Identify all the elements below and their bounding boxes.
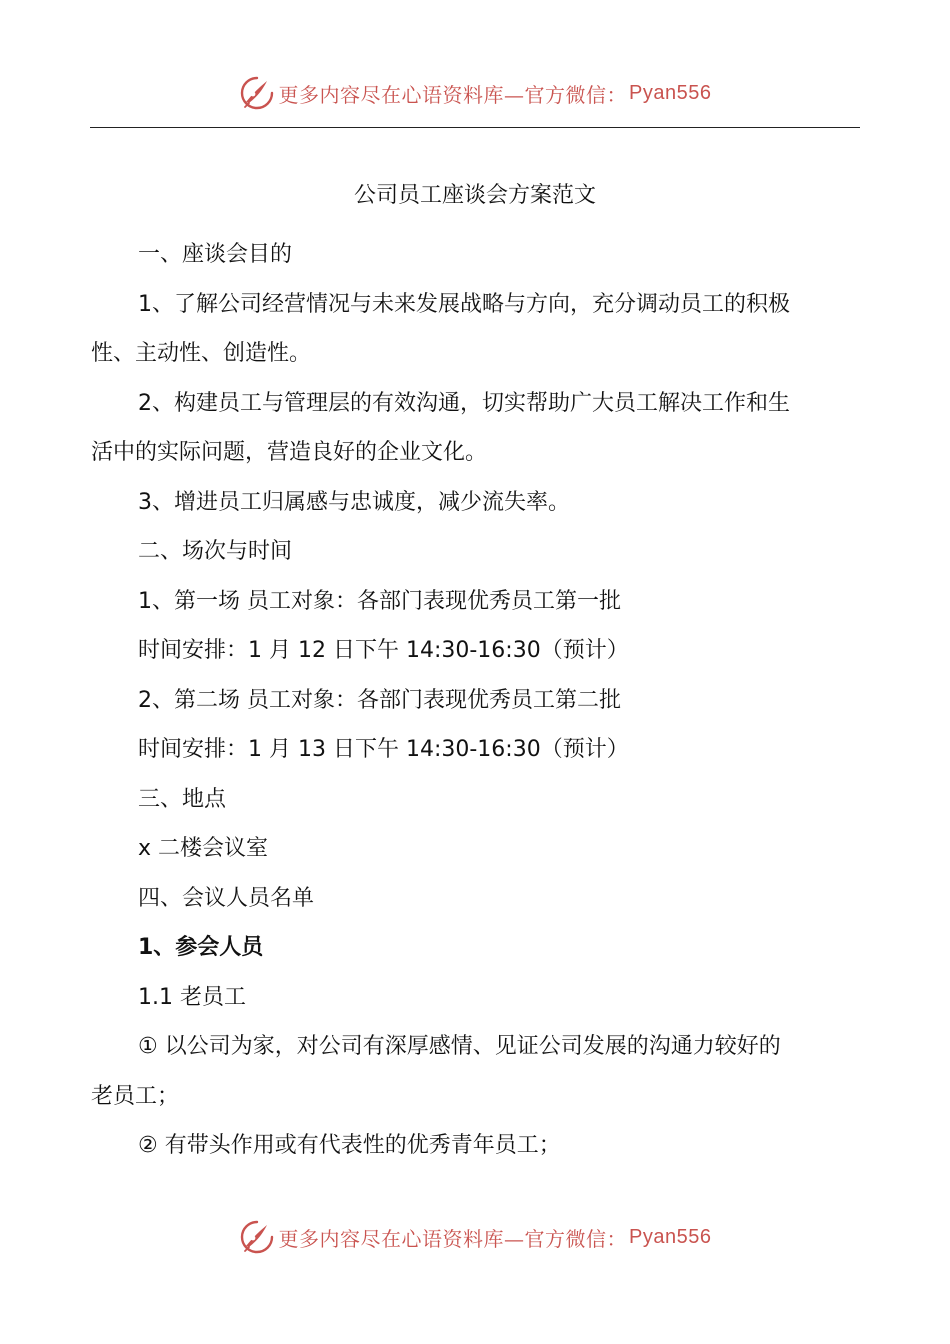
- watermark-text: 更多内容尽在心语资料库—官方微信：: [278, 82, 628, 107]
- paragraph-line: ① 以公司为家，对公司有深厚感情、见证公司发展的沟通力较好的: [138, 1034, 781, 1059]
- paragraph-line: x 二楼会议室: [138, 836, 269, 861]
- paragraph-line: 1、第一场 员工对象：各部门表现优秀员工第一批: [138, 588, 621, 614]
- section-subheading: 1、参会人员: [138, 935, 264, 960]
- watermark-wechat-id: Pyan556: [629, 81, 712, 104]
- paragraph-line: 3、增进员工归属感与忠诚度，减少流失率。: [138, 489, 570, 515]
- paragraph-line: 2、构建员工与管理层的有效沟通，切实帮助广大员工解决工作和生: [138, 390, 790, 416]
- quill-pen-circle-icon: [239, 75, 275, 111]
- watermark-wechat-id: Pyan556: [629, 1225, 712, 1248]
- paragraph-line: 性、主动性、创造性。: [91, 341, 312, 366]
- paragraph-line: 四、会议人员名单: [138, 885, 315, 911]
- footer-watermark: [0, 1215, 950, 1259]
- document-title: 公司员工座谈会方案范文: [353, 183, 596, 208]
- watermark-text: 更多内容尽在心语资料库—官方微信：: [278, 1226, 628, 1251]
- paragraph-line: 三、地点: [138, 786, 227, 812]
- header-divider: [90, 127, 860, 128]
- paragraph-line: 活中的实际问题，营造良好的企业文化。: [91, 440, 488, 465]
- quill-pen-circle-icon: [239, 1219, 275, 1255]
- header-watermark: [0, 71, 950, 115]
- paragraph-line: ② 有带头作用或有代表性的优秀青年员工；: [138, 1133, 561, 1158]
- document-body: [91, 230, 861, 1171]
- paragraph-line: 2、第二场 员工对象：各部门表现优秀员工第二批: [138, 687, 621, 713]
- paragraph-line: 老员工；: [91, 1083, 180, 1109]
- paragraph-line: 时间安排：1 月 13 日下午 14:30-16:30（预计）: [138, 737, 629, 762]
- paragraph-line: 一、座谈会目的: [138, 242, 293, 267]
- paragraph-line: 1、了解公司经营情况与未来发展战略与方向，充分调动员工的积极: [138, 291, 790, 317]
- paragraph-line: 1.1 老员工: [138, 984, 246, 1010]
- paragraph-line: 二、场次与时间: [138, 539, 293, 564]
- paragraph-line: 时间安排：1 月 12 日下午 14:30-16:30（预计）: [138, 638, 629, 663]
